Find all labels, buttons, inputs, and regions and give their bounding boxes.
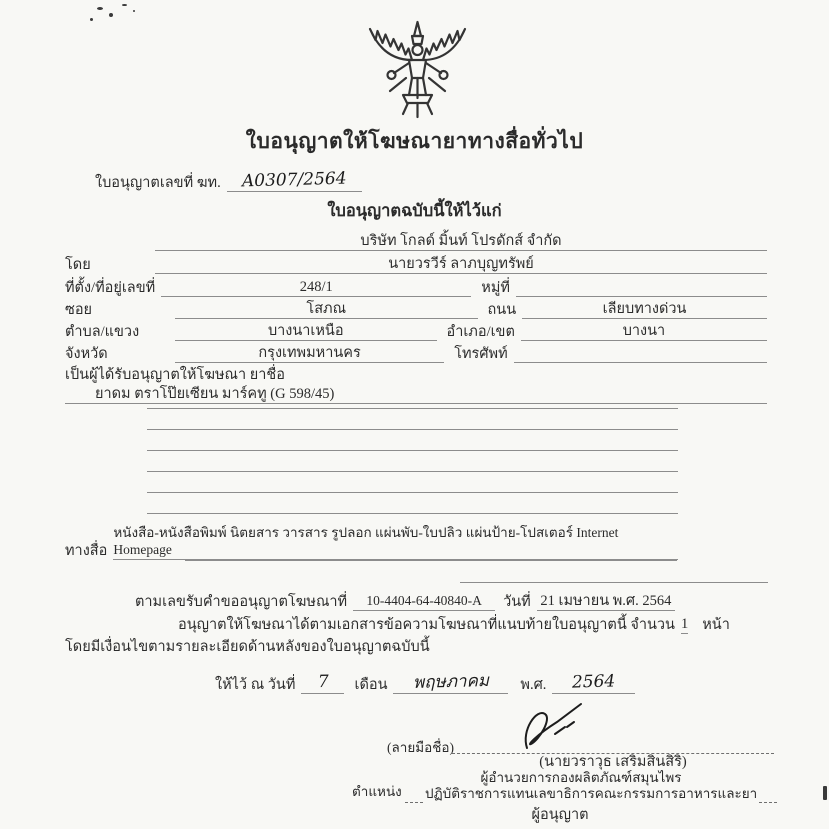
garuda-emblem-icon xyxy=(345,16,490,130)
blank-line xyxy=(147,450,678,451)
phone-label: โทรศัพท์ xyxy=(454,346,508,362)
dash-left xyxy=(405,790,423,803)
by-line xyxy=(65,255,767,274)
license-number-label: ใบอนุญาตเลขที่ ฆท. xyxy=(95,175,221,192)
blank-line xyxy=(185,560,677,561)
licensee-line: เป็นผู้ได้รับอนุญาตให้โฆษณา ยาชื่อ xyxy=(65,367,285,383)
address-row-2 xyxy=(65,300,767,319)
media-line xyxy=(65,525,678,560)
address-row-3 xyxy=(65,322,767,341)
address-no-value: 248/1 xyxy=(161,278,471,297)
dash-right xyxy=(759,790,777,803)
blank-line xyxy=(147,429,678,430)
given-to-heading: ใบอนุญาตฉบับนี้ให้ไว้แก่ xyxy=(327,201,502,220)
authorizer-label: ผู้อนุญาต xyxy=(531,807,589,823)
page-title: ใบอนุญาตให้โฆษณายาทางสื่อทั่วไป xyxy=(245,129,584,153)
moo-label: หมู่ที่ xyxy=(481,280,510,296)
request-no-label: ตามเลขรับคำขออนุญาตโฆษณาที่ xyxy=(135,594,348,610)
signer-title-1: ผู้อำนวยการกองผลิตภัณฑ์สมุนไพร xyxy=(480,770,682,785)
district-label: อำเภอ/เขต xyxy=(446,324,515,340)
era-label: พ.ศ. xyxy=(520,677,547,694)
soi-label: ซอย xyxy=(65,302,93,318)
road-label: ถนน xyxy=(487,302,517,318)
license-number-line xyxy=(95,170,445,192)
drug-name-value: ยาดม ตราโป๊ยเซียน มาร์คทู (G 598/45) xyxy=(65,385,767,404)
conditions-line: โดยมีเงื่อนไขตามรายละเอียดด้านหลังของใบอนุญาตฉบับนี้ xyxy=(65,639,430,655)
company-name: บริษัท โกลด์ มิ้นท์ โปรดักส์ จำกัด xyxy=(155,232,767,251)
company-line xyxy=(155,232,767,251)
subdistrict-label: ตำบล/แขวง xyxy=(65,324,140,340)
subdistrict-value: บางนาเหนือ xyxy=(175,322,437,341)
province-value: กรุงเทพมหานคร xyxy=(175,344,444,363)
issue-year-value: 2564 xyxy=(552,672,635,694)
address-row-1 xyxy=(65,278,767,297)
pages-value: 1 xyxy=(681,615,688,634)
signer-line xyxy=(452,737,774,754)
by-name: นายวรวีร์ ลาภบุญทรัพย์ xyxy=(155,255,767,274)
signer-title-2: ปฏิบัติราชการแทนเลขาธิการคณะกรรมการอาหารและยา xyxy=(425,786,758,801)
issue-month-value: พฤษภาคม xyxy=(393,672,508,694)
issued-at-label: ให้ไว้ ณ วันที่ xyxy=(215,677,296,694)
position-label: ตำแหน่ง xyxy=(352,784,402,799)
soi-value: โสภณ xyxy=(175,300,478,319)
scan-artifact xyxy=(823,786,827,800)
blank-line xyxy=(147,408,678,409)
issue-day-value: 7 xyxy=(301,672,344,694)
request-line xyxy=(135,592,675,611)
license-number-value: A0307/2564 xyxy=(227,170,362,192)
position-line xyxy=(405,786,805,803)
scan-artifact xyxy=(109,13,113,17)
blank-line xyxy=(147,471,678,472)
scan-artifact xyxy=(133,10,135,12)
province-label: จังหวัด xyxy=(65,346,108,362)
moo-value xyxy=(516,279,767,297)
pages-unit: หน้า xyxy=(702,617,730,633)
request-no-value: 10-4404-64-40840-A xyxy=(353,593,495,611)
media-label: ทางสื่อ xyxy=(65,542,108,559)
signature-label: (ลายมือชื่อ) xyxy=(387,740,455,755)
issue-date-line xyxy=(215,672,635,694)
scan-artifact xyxy=(97,7,103,10)
month-label: เดือน xyxy=(354,677,388,694)
drug-name-line xyxy=(65,385,767,404)
blank-line xyxy=(147,513,678,514)
road-value: เลียบทางด่วน xyxy=(522,300,767,319)
blank-line xyxy=(460,582,768,583)
blank-line xyxy=(147,492,678,493)
scan-artifact xyxy=(122,4,127,6)
signer-name: (นายวราวุธ เสริมสินสิริ) xyxy=(539,754,687,770)
phone-value xyxy=(514,345,767,363)
address-no-label: ที่ตั้ง/ที่อยู่เลขที่ xyxy=(65,280,156,296)
request-date-label: วันที่ xyxy=(503,594,531,610)
media-value: หนังสือ-หนังสือพิมพ์ นิตยสาร วารสาร รูปลอก แผ่นพับ-ใบปลิว แผ่นป้าย-โปสเตอร์ Internet Homepage xyxy=(113,525,678,560)
scan-artifact xyxy=(90,18,93,21)
by-label: โดย xyxy=(65,257,91,273)
approval-text: อนุญาตให้โฆษณาได้ตามเอกสารข้อความโฆษณาที่แนบท้ายใบอนุญาตนี้ จำนวน xyxy=(178,617,675,633)
address-row-4 xyxy=(65,344,767,363)
approval-line xyxy=(178,615,730,634)
district-value: บางนา xyxy=(521,322,767,341)
request-date-value: 21 เมษายน พ.ศ. 2564 xyxy=(537,592,675,611)
